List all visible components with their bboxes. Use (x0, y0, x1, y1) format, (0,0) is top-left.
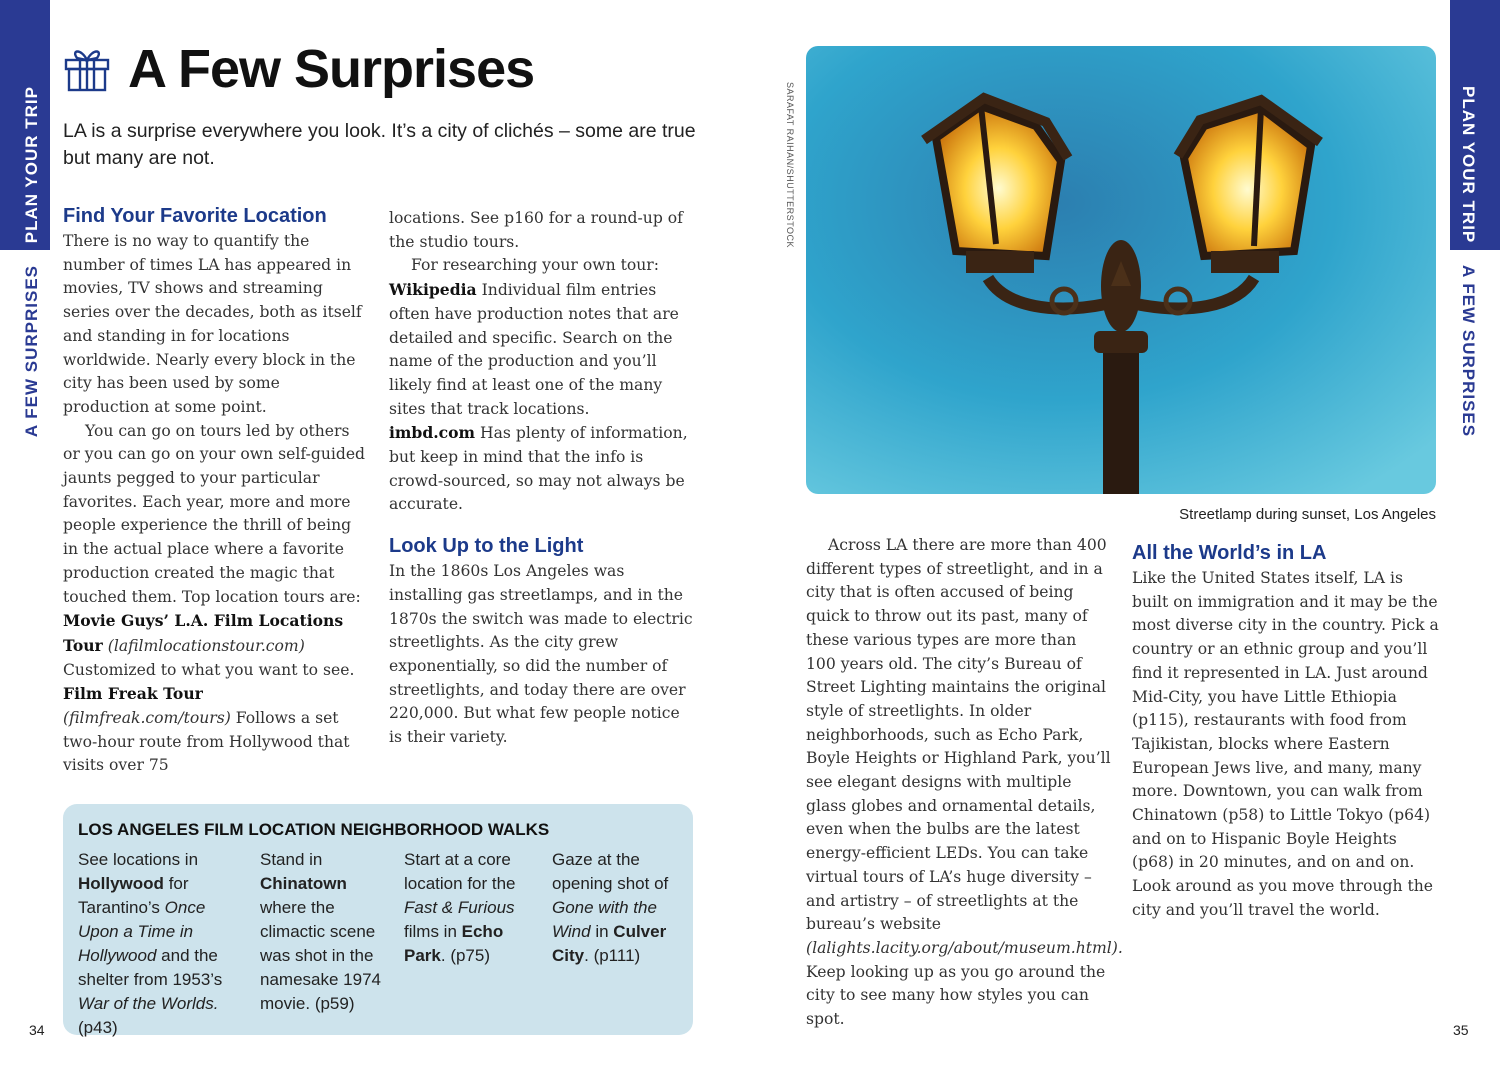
walk-1-text-a: See locations in (78, 850, 199, 869)
imbd-name: imbd.com (389, 423, 476, 443)
photo-caption: Streetlamp during sunset, Los Angeles (1179, 506, 1436, 523)
wikipedia-desc: Individual film entries often have production notes that are detailed and specific. Search on the name of the production and you’ll likely find at least one of the many sites that track locations. (389, 281, 679, 418)
tour-1-name: Movie Guys’ L.A. Film Locations Tour (63, 611, 344, 655)
walk-1-text-b: for Tarantino’s (78, 874, 189, 917)
photo-credit: SARAFAT RAIHAN/SHUTTERSTOCK (785, 82, 795, 249)
heading-all-the-world: All the World’s in LA (1132, 542, 1327, 564)
right-tab-section: A FEW SURPRISES (1459, 265, 1478, 438)
walk-1-text-c: and the shelter from 1953’s (78, 946, 223, 989)
wikipedia-name: Wikipedia (389, 280, 477, 300)
walk-2-place: Chinatown (260, 874, 347, 893)
walk-4-text-b: in (595, 922, 609, 941)
walk-2-text-b: where the climactic scene was shot in the namesake 1974 movie. (260, 898, 381, 1013)
column-3 (806, 534, 1123, 1032)
walks-box (63, 804, 693, 1035)
walk-4-page: . (p111) (584, 946, 641, 965)
streetlamp-photo (806, 46, 1436, 494)
left-tab-plan-your-trip: PLAN YOUR TRIP (22, 86, 41, 244)
walks-title: LOS ANGELES FILM LOCATION NEIGHBORHOOD WALKS (78, 820, 550, 839)
col2-paragraph-3: In the 1860s Los Angeles was installing gas streetlamps, and in the 1870s the switch was made to electric streetlights. As the city grew exponentially, so did the number of streetlights, and today there are over 220,000. But what few people notice is their variety. (389, 562, 693, 747)
walk-3-film: Fast & Furious (404, 898, 515, 917)
col2-paragraph-2: For researching your own tour: (411, 256, 659, 275)
tour-2 (63, 682, 368, 778)
walk-4-film: Gone with the Wind (552, 898, 657, 941)
wikipedia-entry (389, 278, 694, 421)
walk-3-text-a: Start at a core location for the (404, 850, 516, 893)
walk-2 (260, 848, 390, 1016)
col1-paragraph-1: There is no way to quantify the number of times LA has appeared in movies, TV shows and streaming series over the decades, both as itself and standing in for locations worldwide. Nearly every block in the city has been used by some production at some point. (63, 232, 362, 416)
col3-url: (lalights.lacity.org/about/museum.html). (806, 938, 1123, 957)
page-title: A Few Surprises (128, 39, 535, 99)
column-2 (389, 207, 694, 750)
walk-2-text-a: Stand in (260, 850, 323, 869)
tour-1 (63, 609, 368, 682)
walk-4-text-a: Gaze at the opening shot of (552, 850, 669, 893)
walk-3 (404, 848, 539, 968)
col2-paragraph-1: locations. See p160 for a round-up of the studio tours. (389, 209, 683, 251)
column-4 (1132, 541, 1440, 923)
col3-text: Across LA there are more than 400 different types of streetlight, and in a city that is often accused of being quick to throw out its past, many of these various types are more than 100 years old. The city’s Bureau of Street Lighting maintains the original style of streetlights. In older neighborhoods, such as Echo Park, Boyle Heights or Highland Park, you’ll see elegant designs with multiple glass globes and ornamental details, even when the bulbs are the latest energy-efficient LEDs. You can take virtual tours of LA’s huge diversity – and artistry – of streetlights at the bureau’s website (806, 536, 1111, 934)
col3-paragraph-1 (806, 534, 1123, 1032)
col1-paragraph-2: You can go on tours led by others or you can go on your own self-guided jaunts pegged to your particular favorites. Each year, more and more people experience the thrill of being in the actual place where a favorite production created the magic that touched them. Top location tours are: (63, 421, 366, 606)
walk-1-film-2: War of the Worlds. (78, 994, 219, 1013)
right-tab-plan-your-trip: PLAN YOUR TRIP (1459, 86, 1478, 244)
walk-1-film: Once Upon a Time in Hollywood (78, 898, 206, 965)
gift-icon (63, 44, 111, 92)
tour-2-desc: Follows a set two-hour route from Hollywood that visits over 75 (63, 709, 350, 775)
imbd-desc: Has plenty of information, but keep in mind that the info is crowd-sourced, so may not always be accurate. (389, 424, 688, 514)
intro-text: LA is a surprise everywhere you look. It’s a city of clichés – some are true but many are not. (63, 120, 696, 169)
imbd-entry (389, 421, 694, 517)
tour-2-name: Film Freak Tour (63, 684, 203, 704)
walk-3-text-b: films in (404, 922, 457, 941)
tour-1-url: (lafilmlocationstour.com) (107, 636, 305, 655)
col3-text-2: Keep looking up as you go around the city to see many how styles you can spot. (806, 962, 1106, 1029)
walk-4-place: Culver City (552, 922, 667, 965)
walk-1-place: Hollywood (78, 874, 164, 893)
column-1 (63, 204, 368, 778)
walk-1 (78, 848, 243, 1040)
page-number-left: 34 (29, 1022, 45, 1038)
heading-look-up: Look Up to the Light (389, 535, 584, 558)
heading-find-location: Find Your Favorite Location (63, 205, 327, 227)
walk-4 (552, 848, 682, 968)
left-tab-section: A FEW SURPRISES (22, 265, 41, 438)
tour-1-desc: Customized to what you want to see. (63, 660, 355, 679)
walk-2-page: (p59) (314, 994, 355, 1013)
col4-paragraph-1: Like the United States itself, LA is built on immigration and it may be the most diverse city in the country. Pick a country or an ethnic group and you’ll find it represented in LA. Just around Mid-City, you have Little Ethiopia (p115), restaurants with food from Tajikistan, blocks where Eastern European Jews live, and many, many more. Downtown, you can walk from Chinatown (p58) to Little Tokyo (p64) and on to Hispanic Boyle Heights (p68) in 20 minutes, and on and on. Look around as you move through the city and you’ll travel the world. (1132, 569, 1439, 919)
tour-2-url: (filmfreak.com/tours) (63, 709, 231, 728)
page-number-right: 35 (1453, 1022, 1469, 1038)
walk-3-place: Echo Park (404, 922, 504, 965)
walk-3-page: . (p75) (440, 946, 491, 965)
walk-1-page: (p43) (78, 1018, 118, 1037)
